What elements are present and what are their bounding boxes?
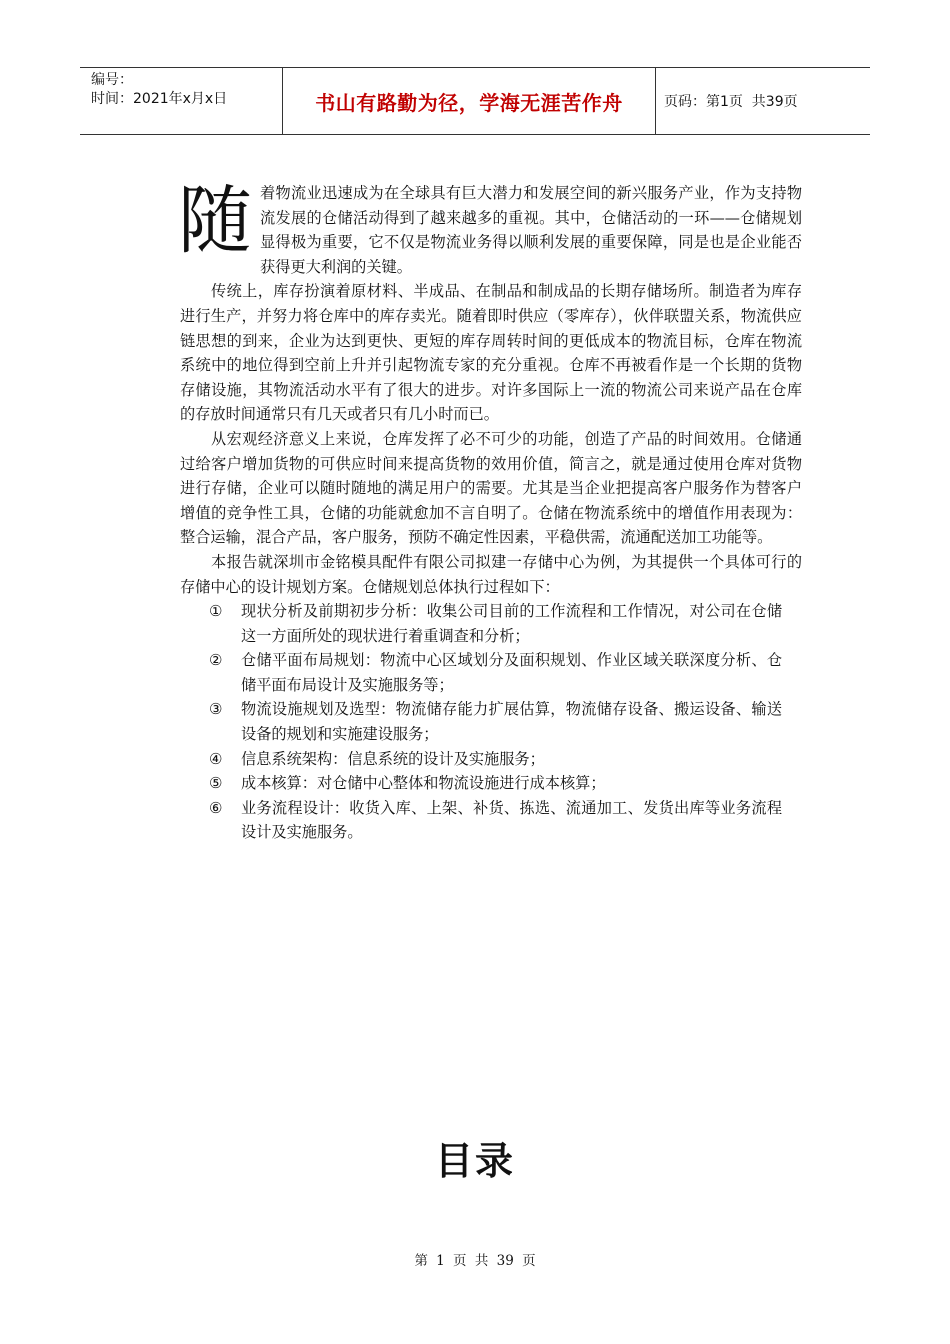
- paragraph: 本报告就深圳市金铭模具配件有限公司拟建一存储中心为例，为其提供一个具体可行的存储中心的设计规划方案。仓储规划总体执行过程如下：: [180, 552, 802, 596]
- document-header: [80, 67, 870, 135]
- list-number: ⑥: [209, 798, 223, 817]
- drop-cap: 随: [178, 178, 252, 264]
- paragraph: 从宏观经济意义上来说，仓库发挥了必不可少的功能，创造了产品的时间效用。仓储通过给客户增加货物的可供应时间来提高货物的效用价值，简言之，就是通过使用仓库对货物进行存储，企业可以随时随地的满足用户的需要。尤其是当企业把提高客户服务作为替客户增值的竞争性工具，仓储的功能就愈加不言自明了。仓储在物流系统中的增值作用表现为：整合运输，混合产品，客户服务，预防不确定性因素，平稳供需，流通配送加工功能等。: [180, 429, 802, 547]
- header-motto-cell: [282, 68, 656, 134]
- paragraph: 传统上，库存扮演着原材料、半成品、在制品和制成品的长期存储场所。制造者为库存进行生产，并努力将仓库中的库存卖光。随着即时供应（零库存），伙伴联盟关系，物流供应链思想的到来，企业为达到更快、更短的库存周转时间的更低成本的物流目标，仓库在物流系统中的地位得到空前上升并引起物流专家的充分重视。仓库不再被看作是一个长期的货物存储设施，其物流活动水平有了很大的进步。对许多国际上一流的物流公司来说产品在仓库的存放时间通常只有几天或者只有几小时而已。: [180, 282, 802, 424]
- list-number: ⑤: [209, 774, 223, 793]
- list-text: 信息系统架构：信息系统的设计及实施服务；: [241, 749, 545, 768]
- list-item: [180, 796, 802, 845]
- page-info: 页码：第1页 共39页: [664, 94, 798, 110]
- list-text: 成本核算：对仓储中心整体和物流设施进行成本核算；: [241, 774, 606, 793]
- list-text: 物流设施规划及选型：物流储存能力扩展估算，物流储存设备、搬运设备、输送设备的规划和实施建设服务；: [241, 700, 782, 744]
- header-meta: [80, 68, 282, 134]
- motto: 书山有路勤为径，学海无涯苦作舟: [315, 90, 623, 115]
- list-number: ③: [209, 700, 223, 719]
- list-item: [180, 771, 802, 796]
- page-footer: 第 1 页 共 39 页: [414, 1253, 536, 1269]
- list-number: ②: [209, 651, 223, 670]
- toc-title: 目录: [434, 1139, 515, 1183]
- intro-paragraph: [178, 178, 802, 279]
- list-item: [180, 697, 802, 746]
- intro-text: 着物流业迅速成为在全球具有巨大潜力和发展空间的新兴服务产业，作为支持物流发展的仓储活动得到了越来越多的重视。其中，仓储活动的一环——仓储规划显得极为重要，它不仅是物流业务得以顺利发展的重要保障，同是也是企业能否获得更大利润的关键。: [260, 184, 802, 276]
- steps-list: [180, 599, 802, 845]
- list-number: ④: [209, 749, 223, 768]
- number-label: 编号：: [91, 72, 133, 88]
- list-text: 业务流程设计：收货入库、上架、补货、拣选、流通加工、发货出库等业务流程设计及实施服务。: [241, 798, 782, 842]
- document-body: [178, 178, 802, 845]
- list-item: [180, 599, 802, 648]
- list-text: 现状分析及前期初步分析：收集公司目前的工作流程和工作情况，对公司在仓储这一方面所处的现状进行着重调查和分析；: [241, 602, 782, 645]
- list-text: 仓储平面布局规划：物流中心区域划分及面积规划、作业区域关联深度分析、仓储平面布局设计及实施服务等；: [241, 651, 782, 694]
- list-item: [180, 648, 802, 697]
- list-number: ①: [209, 602, 223, 621]
- time-label: 时间：2021年x月x日: [91, 91, 228, 107]
- header-page-cell: [656, 68, 870, 134]
- list-item: [180, 747, 802, 772]
